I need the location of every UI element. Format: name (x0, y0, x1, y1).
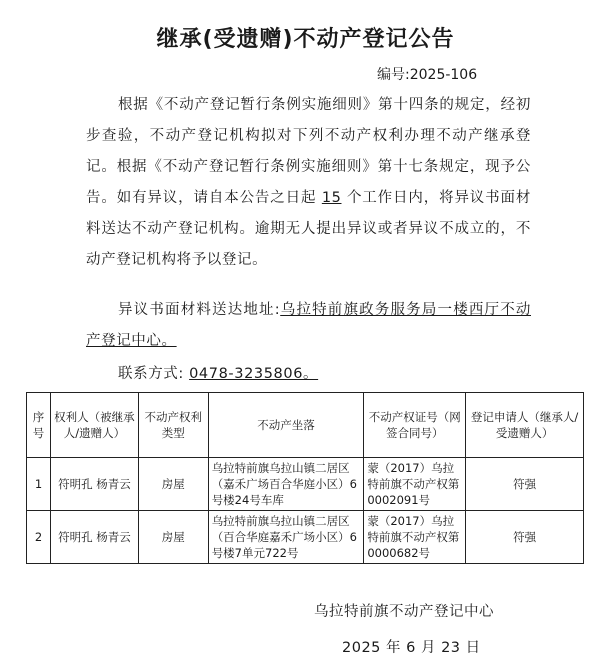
row-applicant: 符强 (466, 458, 584, 511)
row-applicant: 符强 (466, 511, 584, 564)
header-applicant: 登记申请人（继承人/受遗赠人） (466, 393, 584, 458)
row-seq: 1 (27, 458, 51, 511)
contact-label: 联系方式: (118, 366, 190, 382)
table-header-row (27, 393, 584, 458)
objection-address: 乌拉特前旗政务服务局一楼西厅不动产登记中心。 (86, 302, 531, 349)
row-holder: 符明孔 杨青云 (50, 458, 138, 511)
objection-period-days: 15 (321, 190, 342, 206)
objection-address-label: 异议书面材料送达地址: (118, 302, 281, 318)
header-location: 不动产坐落 (208, 393, 364, 458)
row-location: 乌拉特前旗乌拉山镇二居区（嘉禾广场百合华庭小区）6号楼24号车库 (208, 458, 364, 511)
property-table (26, 392, 584, 564)
table-row (27, 511, 584, 564)
header-holder: 权利人（被继承人/遗赠人） (50, 393, 138, 458)
table-row (27, 458, 584, 511)
objection-address-paragraph (86, 295, 531, 357)
row-certificate: 蒙（2017）乌拉特前旗不动产权第0002091号 (364, 458, 466, 511)
notice-body-text-b: 个工作日内，将异议书面材料送达不动产登记机构。逾期无人提出异议或者异议不成立的，不动产登记机构将予以登记。 (86, 190, 531, 268)
issuing-authority: 乌拉特前旗不动产登记中心 (314, 604, 494, 620)
row-location: 乌拉特前旗乌拉山镇二居区（百合华庭嘉禾广场小区）6号楼7单元722号 (208, 511, 364, 564)
row-right-type: 房屋 (138, 458, 208, 511)
contact-phone: 0478-3235806。 (189, 366, 319, 382)
row-seq: 2 (27, 511, 51, 564)
row-right-type: 房屋 (138, 511, 208, 564)
issue-date: 2025 年 6 月 23 日 (342, 640, 481, 656)
notice-body-paragraph (86, 90, 531, 276)
document-number: 编号:2025-106 (377, 67, 478, 83)
header-certificate: 不动产权证号（网签合同号） (364, 393, 466, 458)
row-certificate: 蒙（2017）乌拉特前旗不动产权第0000682号 (364, 511, 466, 564)
header-right-type: 不动产权利类型 (138, 393, 208, 458)
header-seq: 序号 (27, 393, 51, 458)
notice-body-text-a: 根据《不动产登记暂行条例实施细则》第十四条的规定，经初步查验，不动产登记机构拟对下列不动产权利办理不动产继承登记。根据《不动产登记暂行条例实施细则》第十七条规定，现予公告。如有异议，请自本公告之日起 (86, 97, 531, 206)
row-holder: 符明孔 杨青云 (50, 511, 138, 564)
contact-paragraph (118, 359, 538, 390)
notice-title: 继承(受遗赠)不动产登记公告 (156, 27, 455, 52)
